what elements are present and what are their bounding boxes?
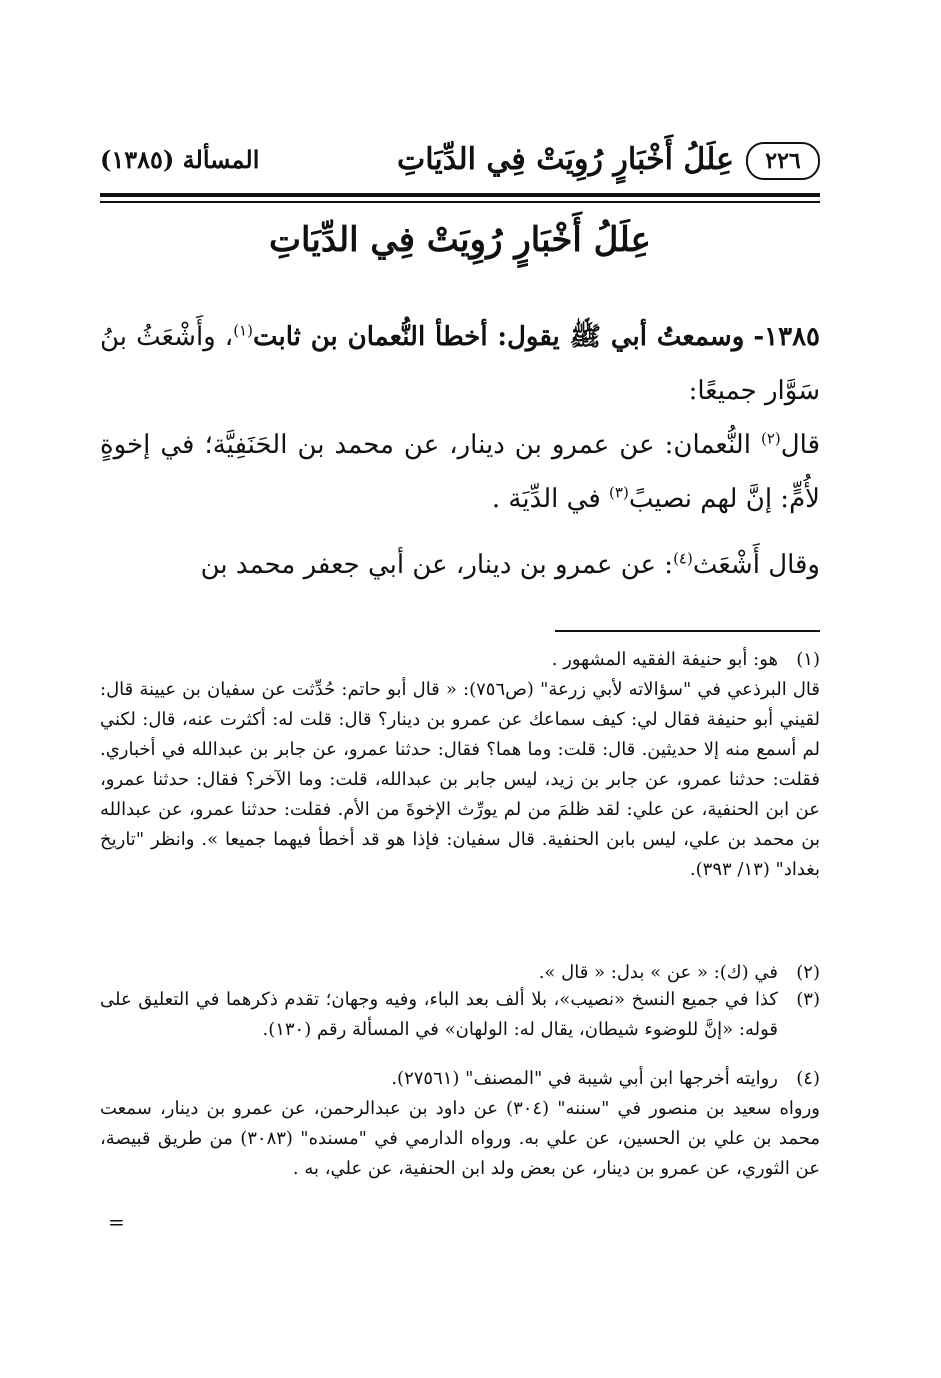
footnote-2-text: في (ك): « عن » بدل: « قال ». xyxy=(538,962,778,983)
issue-label: المسألة (١٣٨٥) xyxy=(100,145,260,174)
p3-a: وقال أَشْعَث xyxy=(692,550,820,580)
p3-b: : عن عمرو بن دينار، عن أبي جعفر محمد بن xyxy=(200,550,674,580)
footnote-3 xyxy=(100,985,820,1045)
issue-number: ١٣٨٥- xyxy=(753,322,820,352)
footnote-1-number: (١) xyxy=(796,649,820,670)
p1-text: وسمعتُ أبي ﷺ يقول: أخطأ النُّعمان بن ثابت xyxy=(252,322,745,352)
footnote-4-number: (٤) xyxy=(796,1068,820,1089)
footnote-1-body: قال البرذعي في "سؤالاته لأبي زرعة" (ص٧٥٦): « قال أبو حاتم: حُدِّثت عن سفيان بن عيينة قال: لقيني أبو حنيفة فقال لي: كيف سماعك عن عمرو بن دينار؟ قال: قلت له: أكثرت عنه، قال: لكني لم أسمع منه إلا حديثين. قال: قلت: وما هما؟ فقال: حدثنا عمرو، عن جابر بن عبدالله في أخباري. فقلت: حدثنا عمرو، عن جابر بن زيد، ليس جابر بن عبدالله، قلت: وما الآخر؟ فقال: حدثنا عمرو، عن ابن الحنفية، عن علي: لقد ظلمَ من لم يورِّث الإخوةَ من الأم. فقلت: حدثنا عمرو، عن عبدالله بن محمد بن علي، ليس بابن الحنفية. قال سفيان: فإذا هو قد أخطأ فيهما جميعا ». وانظر "تاريخ بغداد" (١٣/ ٣٩٣). xyxy=(100,679,820,880)
footnote-ref-2: (٢) xyxy=(760,429,781,448)
footnote-ref-4: (٤) xyxy=(673,549,693,568)
footnote-4 xyxy=(100,1064,820,1184)
paragraph-2 xyxy=(100,418,820,526)
footnote-4-line: روايته أخرجها ابن أبي شيبة في "المصنف" (٢٧٥٦١). xyxy=(391,1068,778,1089)
footnote-3-text: كذا في جميع النسخ «نصيب»، بلا ألف بعد الباء، وفيه وجهان؛ تقدم ذكرهما في التعليق على قوله: «إنَّ للوضوء شيطان، يقال له: الولهان» في المسألة رقم (١٣٠). xyxy=(100,989,778,1040)
running-title: عِلَلُ أَخْبَارٍ رُوِيَتْ فِي الدِّيَاتِ xyxy=(397,142,734,177)
p1-text-2: ، وأَشْعَثُ بنُ سَوَّار جميعًا: xyxy=(100,322,820,406)
footnote-ref-3: (٣) xyxy=(609,483,629,502)
header-rule-thick xyxy=(100,193,820,197)
footnote-1-line: هو: أبو حنيفة الفقيه المشهور . xyxy=(551,649,778,670)
page-header xyxy=(100,140,820,184)
p2-a: قال xyxy=(780,430,820,460)
footnote-1 xyxy=(100,645,820,885)
header-rule-thin xyxy=(100,201,820,203)
p2-c: في الدِّيَة . xyxy=(491,484,610,514)
footnote-4-body: ورواه سعيد بن منصور في "سننه" (٣٠٤) عن داود بن عبدالرحمن، عن عمرو بن دينار، سمعت محمد بن علي بن الحسين، عن علي به. ورواه الدارمي في "مسنده" (٣٠٨٣) من طريق قبيصة، عن الثوري، عن عمرو بن دينار، عن بعض ولد ابن الحنفية، عن علي، به . xyxy=(100,1098,820,1179)
chapter-title: عِلَلُ أَخْبَارٍ رُوِيَتْ فِي الدِّيَاتِ xyxy=(269,220,651,260)
footnote-2-number: (٢) xyxy=(796,962,820,983)
paragraph-1 xyxy=(100,310,820,418)
footnote-separator xyxy=(555,630,820,632)
footnote-3-number: (٣) xyxy=(796,989,820,1010)
paragraph-3 xyxy=(100,538,820,592)
footnote-ref-1: (١) xyxy=(233,321,253,340)
continuation-mark: = xyxy=(108,1210,125,1234)
p2-b: النُّعمان: عن عمرو بن دينار، عن محمد بن الحَنَفِيَّة؛ في إخوةٍ لأُمٍّ: إنَّ لهم نصيبً xyxy=(100,430,820,514)
page-number: ٢٢٦ xyxy=(746,142,820,180)
footnote-2 xyxy=(100,958,820,988)
